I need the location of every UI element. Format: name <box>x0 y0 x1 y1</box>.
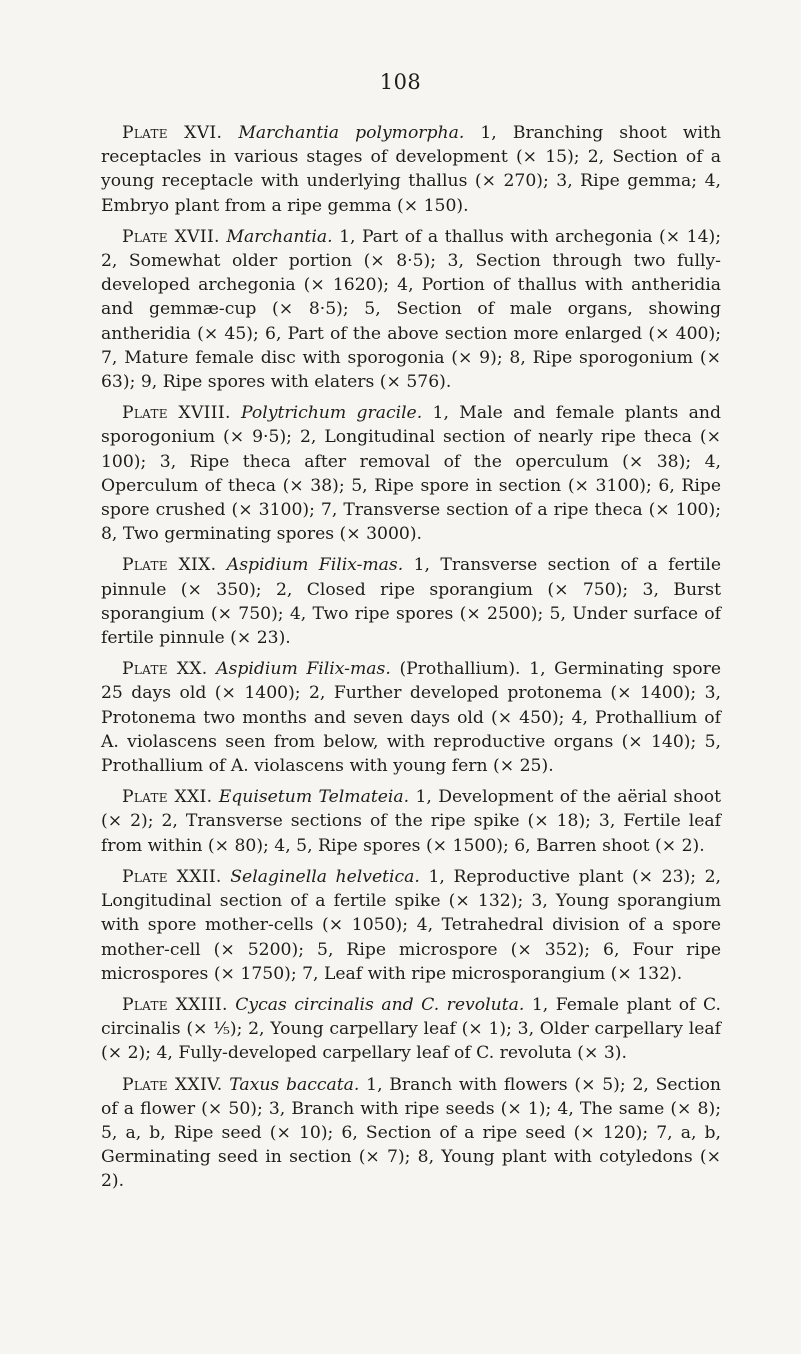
plate-species: Marchantia. <box>226 226 333 247</box>
plate-entry <box>101 401 721 546</box>
plate-species: Equisetum Telmateia. <box>218 787 410 808</box>
plate-entry <box>101 865 721 986</box>
plate-label: Plate XXIV. <box>122 1074 223 1095</box>
plate-label: Plate XXI. <box>122 787 213 808</box>
plate-entry <box>101 993 721 1066</box>
plate-text: 1, Reproductive plant (× 23); 2, Longitudinal section of a fertile spike (× 132); 3, Young sporangium with spore mother-cells (× 1050); 4, Tetrahedral division of a spore mother-cell (× 5200); 5, Ripe microspore (× 352); 6, Four ripe microspores (× 1750); 7, Leaf with ripe microsporangium (× 132). <box>101 866 721 984</box>
plate-species: Cycas circinalis and C. revoluta. <box>235 994 525 1015</box>
plate-label: Plate XVI. <box>122 123 223 143</box>
plate-entry <box>101 225 721 394</box>
plate-text: 1, Male and female plants and sporogonium (× 9·5); 2, Longitudinal section of nearly ripe theca (× 100); 3, Ripe theca after removal of the operculum (× 38); 4, Operculum of theca (× 38); 5, Ripe spore in section (× 3100); 6, Ripe spore crushed (× 3100); 7, Transverse section of a ripe theca (× 100); 8, Two germinating spores (× 3000). <box>101 403 721 545</box>
plate-label: Plate XXIII. <box>122 994 228 1015</box>
plate-species: Taxus baccata. <box>229 1074 360 1095</box>
plate-entry <box>101 1073 721 1194</box>
plate-species: Marchantia polymorpha. <box>238 123 465 143</box>
plate-text: 1, Branch with flowers (× 5); 2, Section of a flower (× 50); 3, Branch with ripe seeds (× 1); 4, The same (× 8); 5, a, b, Ripe seed (× 10); 6, Section of a ripe seed (× 120); 7, a, b, Germinating seed in section (× 7); 8, Young plant with cotyledons (× 2). <box>101 1074 721 1192</box>
plate-species: Selaginella helvetica. <box>230 866 420 887</box>
plate-text: 1, Transverse section of a fertile pinnule (× 350); 2, Closed ripe sporangium (× 750); 3, Burst sporangium (× 750); 4, Two ripe spores (× 2500); 5, Under surface of fertile pinnule (× 23). <box>101 555 721 649</box>
plate-label: Plate XXII. <box>122 866 222 887</box>
plate-entry <box>101 657 721 778</box>
plate-text: 1, Part of a thallus with archegonia (× 14); 2, Somewhat older portion (× 8·5); 3, Section through two fully-developed archegonia (× 1620); 4, Portion of thallus with antheridia and gemmæ-cup (× 8·5); 5, Section of male organs, showing antheridia (× 45); 6, Part of the above section more enlarged (× 400); 7, Mature female disc with sporogonia (× 9); 8, Ripe sporogonium (× 63); 9, Ripe spores with elaters (× 576). <box>101 226 722 393</box>
plate-species: Aspidium Filix-mas. <box>216 659 391 680</box>
plate-text: 1, Branching shoot with receptacles in various stages of development (× 15); 2, Section of a young receptacle with underlying thallus (× 270); 3, Ripe gemma; 4, Embryo plant from a ripe gemma (× 150). <box>101 123 722 216</box>
plate-entry <box>101 553 721 650</box>
plate-text: 1, Development of the aërial shoot (× 2); 2, Transverse sections of the ripe spike (× 18); 3, Fertile leaf from within (× 80); 4, 5, Ripe spores (× 1500); 6, Barren shoot (× 2). <box>101 787 721 856</box>
plate-label: Plate XVIII. <box>122 403 231 424</box>
plate-entry <box>101 121 721 218</box>
plate-species: Polytrichum gracile. <box>241 403 423 424</box>
page-number: 108 <box>379 70 422 94</box>
plate-label: Plate XVII. <box>122 226 220 247</box>
plate-species: Aspidium Filix-mas. <box>226 555 404 576</box>
plate-descriptions <box>101 121 721 1201</box>
plate-label: Plate XIX. <box>122 555 217 576</box>
plate-label: Plate XX. <box>122 659 208 680</box>
plate-text: (Prothallium). 1, Germinating spore 25 days old (× 1400); 2, Further developed protonema (× 1400); 3, Protonema two months and seven days old (× 450); 4, Prothallium of A. violascens seen from below, with reproductive organs (× 140); 5, Prothallium of A. violascens with young fern (× 25). <box>101 659 722 777</box>
plate-entry <box>101 785 721 858</box>
plate-text: 1, Female plant of C. circinalis (× ⅕); 2, Young carpellary leaf (× 1); 3, Older carpellary leaf (× 2); 4, Fully-developed carpellary leaf of C. revoluta (× 3). <box>101 994 721 1064</box>
